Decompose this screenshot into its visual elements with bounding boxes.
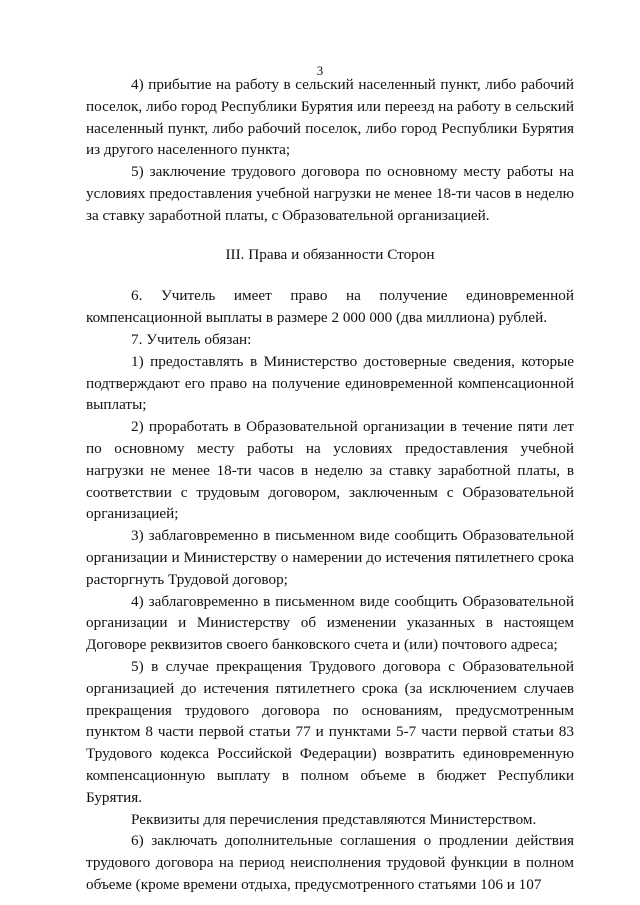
paragraph-clause-7-3: 3) заблаговременно в письменном виде сообщить Образовательной организации и Министерству о намерении до истечения пятилетнего срока расторгнуть Трудовой договор; xyxy=(86,527,574,588)
section-heading: III. Права и обязанности Сторон xyxy=(225,245,435,263)
paragraph-clause-7: 7. Учитель обязан: xyxy=(131,330,252,348)
page-number: 3 xyxy=(316,63,324,78)
paragraph-item-5: 5) заключение трудового договора по основному месту работы на условиях предоставления учебной нагрузки не менее 18-ти часов в неделю за ставку заработной платы, с Образовательной организацией. xyxy=(86,163,574,224)
paragraph-clause-7-6: 6) заключать дополнительные соглашения о продлении действия трудового договора на период неисполнения трудовой функции в полном объеме (кроме времени отдыха, предусмотренного статьями 106 и 107 xyxy=(86,832,574,893)
paragraph-clause-7-5: 5) в случае прекращения Трудового договора с Образовательной организацией до истечения пятилетнего срока (за исключением случаев прекращения трудового договора по основаниям, предусмотренным пунктом 8 части первой статьи 77 и пунктами 5-7 части первой статьи 83 Трудового кодекса Российской Федерации) возвратить единовременную компенсационную выплату в полном объеме в бюджет Республики Бурятия. xyxy=(86,657,574,806)
paragraph-item-4: 4) прибытие на работу в сельский населенный пункт, либо рабочий поселок, либо город Республики Бурятия или переезд на работу в сельский населенный пункт, либо рабочий поселок, либо город Республики Бурятия из другого населенного пункта; xyxy=(86,76,574,159)
paragraph-clause-7-2: 2) проработать в Образовательной организации в течение пяти лет по основному месту работы на условиях предоставления учебной нагрузки не менее 18-ти часов в неделю за ставку заработной платы, в соответствии с трудовым договором, заключенным с Образовательной организацией; xyxy=(86,418,574,523)
paragraph-clause-6: 6. Учитель имеет право на получение единовременной компенсационной выплаты в размере 2 000 000 (два миллиона) рублей. xyxy=(86,287,574,327)
paragraph-requisites: Реквизиты для перечисления представляются Министерством. xyxy=(131,810,537,828)
document-body xyxy=(86,74,574,896)
paragraph-clause-7-1: 1) предоставлять в Министерство достоверные сведения, которые подтверждают его право на получение единовременной компенсационной выплаты; xyxy=(86,352,574,414)
paragraph-clause-7-4: 4) заблаговременно в письменном виде сообщить Образовательной организации и Министерству об изменении указанных в настоящем Договоре реквизитов своего банковского счета и (или) почтового адреса; xyxy=(86,592,574,654)
